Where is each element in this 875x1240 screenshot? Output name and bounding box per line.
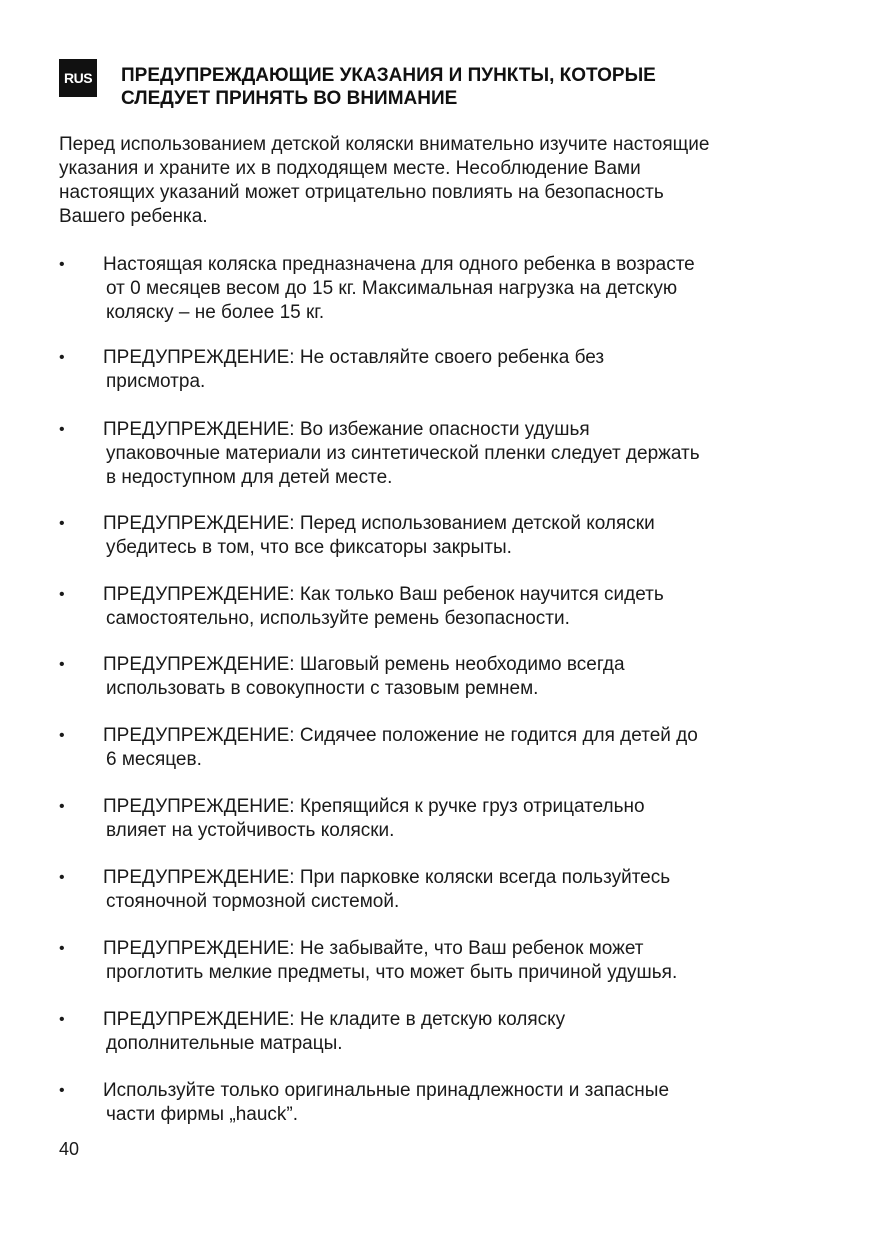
warning-line: ПРЕДУПРЕЖДЕНИЕ: Перед использованием детской коляски [103,513,655,534]
language-badge: RUS [59,59,97,97]
warning-line: Настоящая коляска предназначена для одного ребенка в возрасте [103,254,695,275]
bullet-icon: • [59,656,65,673]
bullet-icon: • [59,727,65,744]
intro-line: Вашего ребенка. [59,206,208,227]
bullet-icon: • [59,256,65,273]
warning-line: коляску – не более 15 кг. [106,302,325,323]
intro-paragraph [59,133,709,229]
warning-line: ПРЕДУПРЕЖДЕНИЕ: Шаговый ремень необходимо всегда [103,654,625,675]
intro-line: указания и храните их в подходящем месте. Несоблюдение Вами [59,158,641,179]
warning-line: ПРЕДУПРЕЖДЕНИЕ: Сидячее положение не годится для детей до [103,725,698,746]
warning-line: убедитесь в том, что все фиксаторы закрыты. [106,537,512,558]
bullet-icon: • [59,798,65,815]
bullet-icon: • [59,869,65,886]
page-number: 40 [59,1139,80,1159]
warning-line: ПРЕДУПРЕЖДЕНИЕ: Не кладите в детскую коляску [103,1009,566,1030]
bullet-icon: • [59,421,65,438]
warning-text [103,724,843,772]
warning-line: упаковочные материали из синтетической пленки следует держать [106,443,700,464]
warning-line: ПРЕДУПРЕЖДЕНИЕ: Не оставляйте своего ребенка без [103,347,605,368]
warning-text [103,346,843,394]
warning-text [103,512,843,560]
warning-line: влияет на устойчивость коляски. [106,820,395,841]
warning-text [103,253,843,325]
warning-line: 6 месяцев. [106,749,202,770]
warning-line: в недоступном для детей месте. [106,467,393,488]
warning-text [103,1079,843,1127]
warning-text [103,1008,843,1056]
bullet-icon: • [59,1082,65,1099]
bullet-icon: • [59,940,65,957]
warning-line: присмотра. [106,371,206,392]
warning-line: стояночной тормозной системой. [106,891,400,912]
warning-line: использовать в совокупности с тазовым ремнем. [106,678,539,699]
warning-line: от 0 месяцев весом до 15 кг. Максимальная нагрузка на детскую [106,278,678,299]
warning-line: ПРЕДУПРЕЖДЕНИЕ: При парковке коляски всегда пользуйтесь [103,867,671,888]
warning-line: проглотить мелкие предметы, что может быть причиной удушья. [106,962,678,983]
warning-text [103,583,843,631]
warning-text [103,653,843,701]
warning-line: части фирмы „hauck”. [106,1104,299,1125]
warning-text [103,418,843,490]
bullet-icon: • [59,349,65,366]
warning-line: самостоятельно, используйте ремень безопасности. [106,608,570,629]
heading-line: СЛЕДУЕТ ПРИНЯТЬ ВО ВНИМАНИЕ [121,88,458,109]
warning-text [103,795,843,843]
warning-text [103,937,843,985]
bullet-icon: • [59,515,65,532]
warning-line: ПРЕДУПРЕЖДЕНИЕ: Не забывайте, что Ваш ребенок может [103,938,644,959]
bullet-icon: • [59,1011,65,1028]
warning-line: дополнительные матрацы. [106,1033,343,1054]
warning-text [103,866,843,914]
section-heading [121,64,801,110]
intro-line: Перед использованием детской коляски внимательно изучите настоящие [59,134,710,155]
bullet-icon: • [59,586,65,603]
warning-line: Используйте только оригинальные принадлежности и запасные [103,1080,670,1101]
warning-line: ПРЕДУПРЕЖДЕНИЕ: Во избежание опасности удушья [103,419,590,440]
heading-line: ПРЕДУПРЕЖДАЮЩИЕ УКАЗАНИЯ И ПУНКТЫ, КОТОРЫЕ [121,65,656,86]
warning-line: ПРЕДУПРЕЖДЕНИЕ: Как только Ваш ребенок научится сидеть [103,584,664,605]
warning-line: ПРЕДУПРЕЖДЕНИЕ: Крепящийся к ручке груз отрицательно [103,796,645,817]
intro-line: настоящих указаний может отрицательно повлиять на безопасность [59,182,664,203]
